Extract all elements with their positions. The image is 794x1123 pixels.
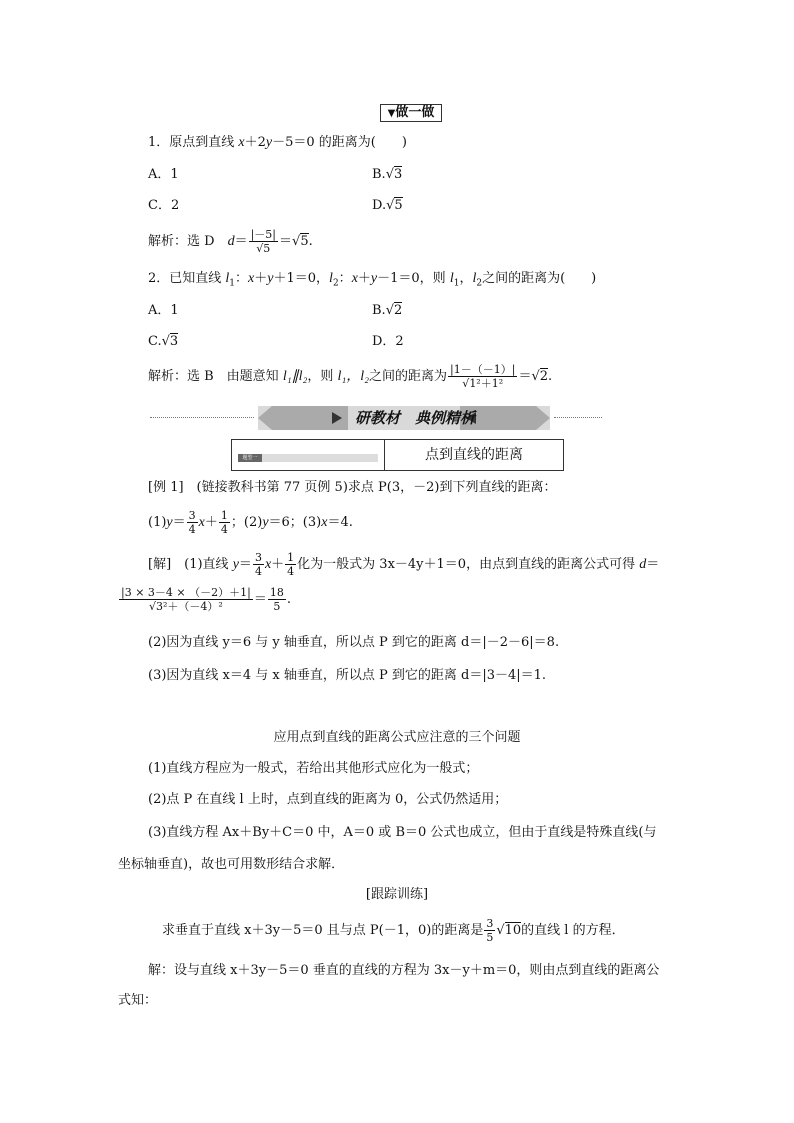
q1-stem: 1．原点到直线 x＋2y－5＝0 的距离为( ) [148, 135, 407, 150]
example1-lines: (1)y＝ $\frac{3}{4}$ x＋ $\frac{1}{4}$ ；(2)y＝6；(3)x＝4. [148, 509, 353, 536]
note-title: 应用点到直线的距离公式应注意的三个问题 [273, 730, 521, 745]
q2-option-c: C.√3 [148, 334, 179, 349]
track-solution-2: 式知： [118, 993, 158, 1008]
q2-option-b: B.√2 [372, 303, 403, 318]
topic-box [231, 439, 564, 471]
q2-stem: 2．已知直线 $l_1$：x＋y＋1＝0，$l_2$：x＋y－1＝0，则 $l_1$，$l_2$之间的距离为( ) [148, 271, 597, 289]
note-item-3-cont: 坐标轴垂直)，故也可用数形结合求解． [118, 857, 345, 872]
track-solution-1: 解：设与直线 x＋3y－5＝0 垂直的直线的方程为 3x－y＋m＝0，则由点到直线的距离公 [148, 963, 660, 978]
track-question: 求垂直于直线 x＋3y－5＝0 且与点 P(－1，0)的距离是 $\frac{3}{5}$ √10的直线 l 的方程． [162, 917, 625, 944]
section-banner [150, 406, 602, 430]
section-icon: ▼ [387, 108, 396, 119]
banner-title: 研教材 典例精析 [355, 409, 476, 427]
note-item-2: (2)点 P 在直线 l 上时，点到直线的距离为 0，公式仍然适用； [148, 792, 508, 807]
section-title-text: 做一做 [395, 105, 435, 120]
q2-option-a: A．1 [148, 303, 179, 318]
example1-solution-formula: $\frac{|3 \times 3-4 \times (-2)+1|}{\text{√3²＋（－4）²}}$ ＝ $\frac{18}{5}$ . [121, 586, 291, 613]
q1-option-b: B.√3 [372, 167, 403, 182]
topic-title: 点到直线的距离 [425, 447, 523, 463]
example1-solution-2: (2)因为直线 y＝6 与 y 轴垂直，所以点 P 到它的距离 d＝|－2－6|＝8. [148, 635, 560, 650]
q1-option-c: C．2 [148, 198, 180, 213]
note-item-1: (1)直线方程应为一般式，若给出其他形式应化为一般式； [148, 761, 479, 776]
q1-answer: 解析：选 D d＝ $\frac{|-5|}{√5}$ ＝√5. [148, 228, 313, 255]
q2-option-d: D．2 [372, 334, 404, 349]
topic-label-cell [232, 440, 385, 470]
banner-dots-left [150, 417, 254, 418]
example1-solution-3: (3)因为直线 x＝4 与 x 轴垂直，所以点 P 到它的距离 d＝|3－4|＝1. [148, 668, 547, 683]
q2-answer: 解析：选 B 由题意知 l₁∥l₂，则 l₁，l₂之间的距离为 $\frac{|1-(-1)|}{\text{√1²＋1²}}$ ＝√2. [148, 363, 553, 390]
example1-solution-1: [解] (1)直线 y＝ $\frac{3}{4}$ x＋ $\frac{1}{4}$ 化为一般式为 3x－4y＋1＝0，由点到直线的距离公式可得 d＝ [148, 551, 660, 578]
track-title: [跟踪训练] [365, 887, 429, 902]
note-item-3: (3)直线方程 Ax＋By＋C＝0 中，A＝0 或 B＝0 公式也成立，但由于直线是特殊直线(与 [148, 825, 657, 840]
section-title [380, 104, 442, 122]
q1-option-a: A．1 [148, 167, 179, 182]
topic-tag: 题型一 [238, 454, 262, 462]
q1-option-d: D.√5 [372, 198, 403, 213]
example1-question: [例 1] (链接教科书第 77 页例 5)求点 P(3，－2)到下列直线的距离： [148, 480, 557, 495]
banner-dots-right [554, 417, 602, 418]
